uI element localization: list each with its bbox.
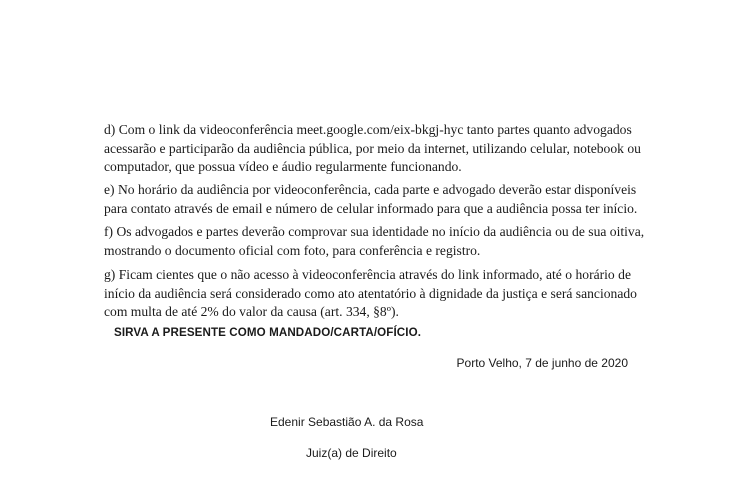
place-and-date: Porto Velho, 7 de junho de 2020 <box>456 356 628 370</box>
paragraph-f <box>104 223 645 260</box>
paragraph-g-line-1: g) Ficam cientes que o não acesso à videoconferência através do link informado, até o horário de <box>104 267 631 282</box>
signer-name: Edenir Sebastião A. da Rosa <box>270 415 424 429</box>
paragraph-d-line-2: acessarão e participarão da audiência pública, por meio da internet, utilizando celular, notebook ou <box>104 140 641 156</box>
paragraph-g-line-3: com multa de até 2% do valor da causa (art. 334, §8º). <box>104 304 399 319</box>
paragraph-g <box>104 266 637 322</box>
paragraph-e-line-1: e) No horário da audiência por videoconferência, cada parte e advogado deverão estar disponíveis <box>104 182 637 197</box>
signer-role: Juiz(a) de Direito <box>306 446 397 460</box>
paragraph-d-line-1: d) Com o link da videoconferência meet.google.com/eix-bkgj-hyc tanto partes quanto advogados <box>104 122 632 137</box>
paragraph-f-line-1: f) Os advogados e partes deverão comprovar sua identidade no início da audiência ou de sua oitiva, <box>104 224 645 239</box>
paragraph-e-line-2: para contato através de email e número de celular informado para que a audiência possa ter início. <box>104 200 638 216</box>
paragraph-e <box>104 181 638 218</box>
paragraph-d <box>104 121 641 177</box>
paragraph-g-line-2: início da audiência será considerado como ato atentatório à dignidade da justiça e será sancionado <box>104 285 637 301</box>
paragraph-f-line-2: mostrando o documento oficial com foto, para conferência e registro. <box>104 242 481 258</box>
paragraph-d-line-3: computador, que possua vídeo e áudio regularmente funcionando. <box>104 159 462 174</box>
closing-statement: SIRVA A PRESENTE COMO MANDADO/CARTA/OFÍCIO. <box>114 326 422 339</box>
